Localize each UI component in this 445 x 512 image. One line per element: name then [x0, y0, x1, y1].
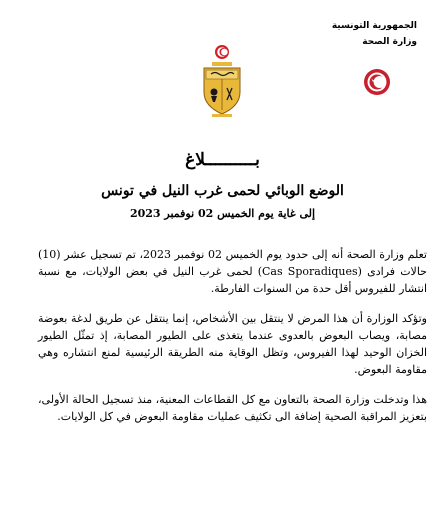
- paragraph: تعلم وزارة الصحة أنه إلى حدود يوم الخميس 02 نوفمبر 2023، تم تسجيل عشر (10) حالات فرادى (Cas Sporadiques) لحمى غرب النيل في بعض الولايات، مع نسبة انتشار للفيروس أقل حدة من السنوات الفارطة.: [38, 248, 427, 295]
- paragraph: وتؤكد الوزارة أن هذا المرض لا ينتقل بين الأشخاص، إنما ينتقل عن طريق لدغة بعوضة مصابة، ويصاب البعوض بالعدوى عندما يتغذى على الطيور المصابة، إذ تمثّل الطيور الخزان الوحيد لهذا الفيروس، وتظل الوقاية منه الطريقة الرئيسية لمنع انتشاره وهي مقاومة البعوض.: [38, 312, 427, 376]
- red-crescent-icon: [363, 68, 391, 96]
- coat-of-arms-icon: [199, 44, 245, 118]
- document-title: الوضع الوبائي لحمى غرب النيل في تونس: [101, 183, 344, 199]
- country-name: الجمهورية التونسية: [331, 21, 417, 31]
- document-type: بــــــــــلاغ: [185, 150, 260, 170]
- document-body: [38, 246, 427, 438]
- letterhead: [297, 18, 417, 50]
- ministry-name: وزارة الصحة: [362, 37, 417, 47]
- document-date: إلى غاية يوم الخميس 02 نوفمبر 2023: [129, 207, 316, 220]
- paragraph: هذا وتدخلت وزارة الصحة بالتعاون مع كل القطاعات المعنية، منذ تسجيل الحالة الأولى، بتعزيز المراقبة الصحية إضافة الى تكثيف عمليات مقاومة البعوض في كل الولايات.: [38, 393, 427, 423]
